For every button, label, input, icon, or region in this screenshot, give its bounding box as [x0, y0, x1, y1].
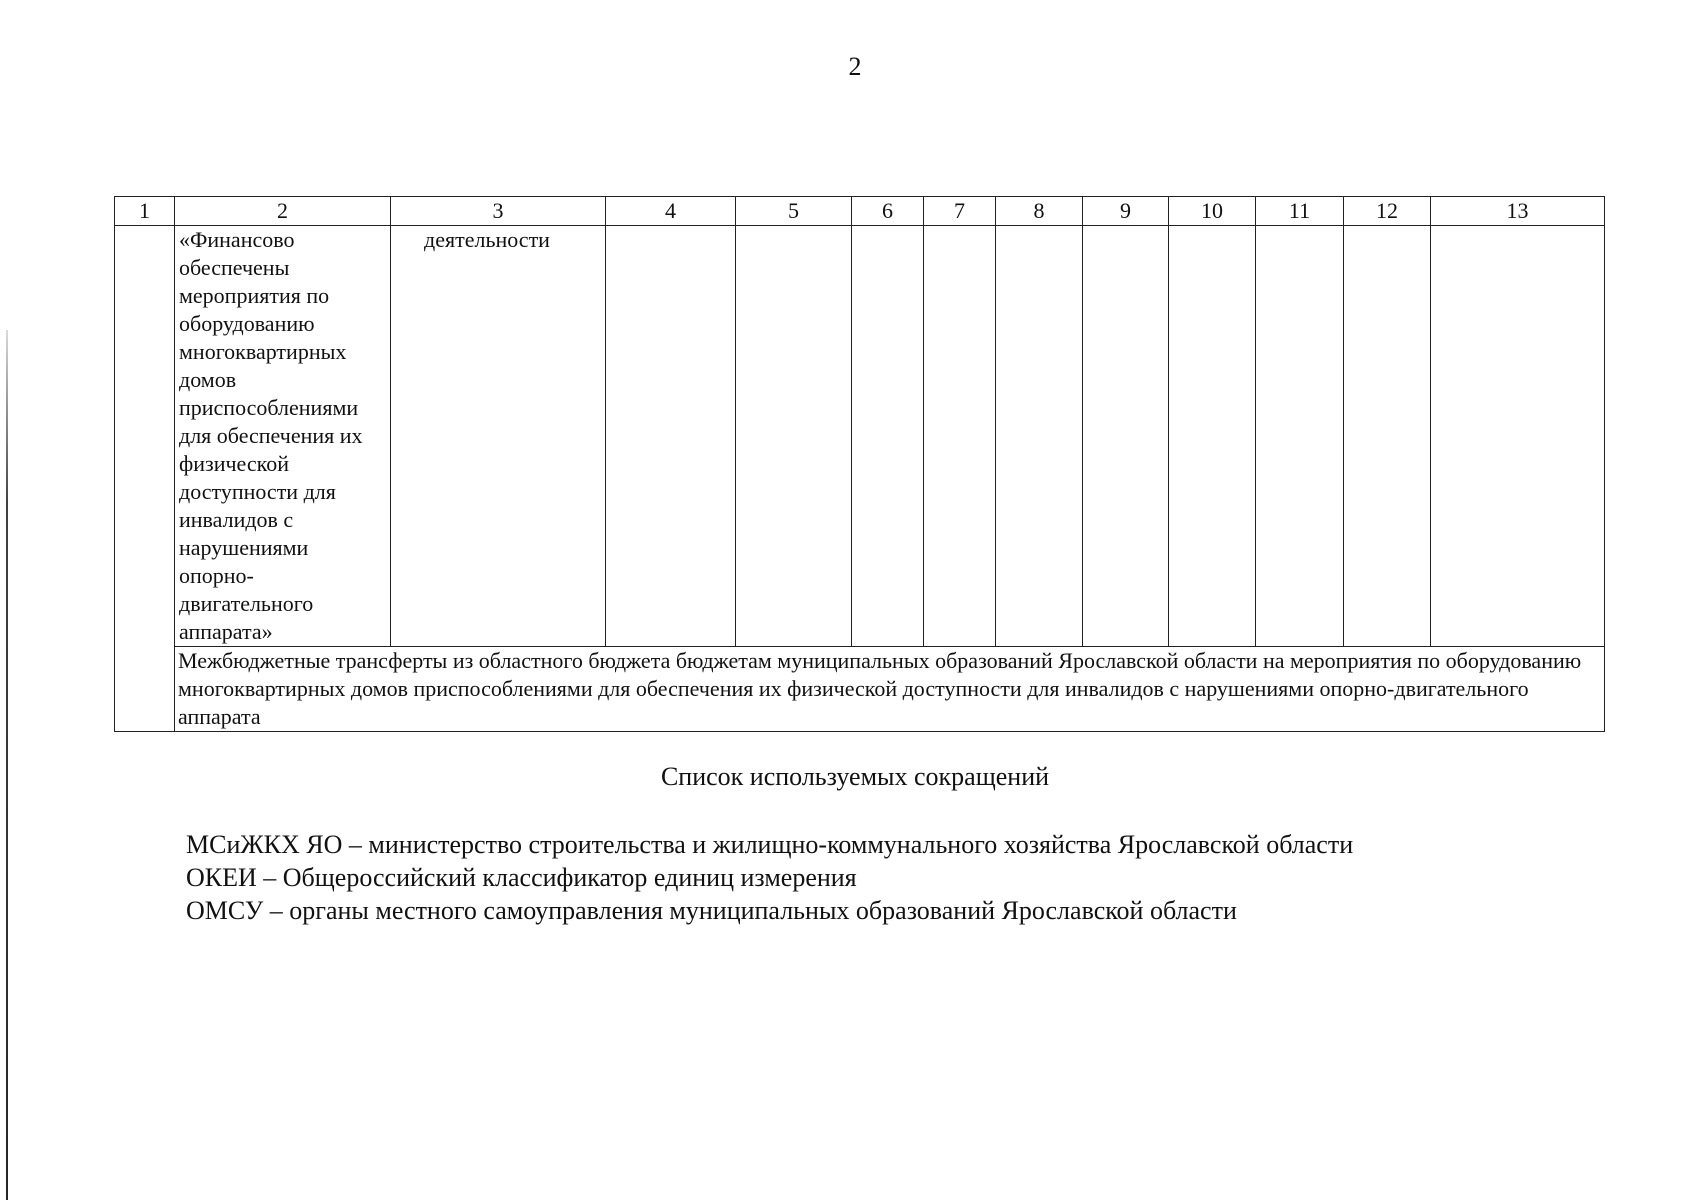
header-cell: 1 [115, 197, 175, 226]
table-row [115, 226, 1605, 647]
header-cell: 4 [606, 197, 736, 226]
table-row-merged [115, 647, 1605, 732]
empty-cell [736, 226, 852, 647]
empty-cell [924, 226, 996, 647]
header-cell: 3 [391, 197, 606, 226]
empty-cell [606, 226, 736, 647]
empty-cell [1083, 226, 1169, 647]
abbreviation-item: ОКЕИ – Общероссийский классификатор единиц измерения [186, 863, 857, 892]
header-cell: 11 [1256, 197, 1344, 226]
indicator-text: «Финансово обеспечены мероприятия по оборудованию многоквартирных домов приспособлениями для обеспечения их физической доступности для инвалидов с нарушениями опорно- двигательного аппарата» [179, 227, 363, 644]
header-cell: 13 [1431, 197, 1605, 226]
table-header-row [115, 197, 1605, 226]
indicator-cell [175, 226, 391, 647]
abbreviation-item: ОМСУ – органы местного самоуправления муниципальных образований Ярославской области [186, 896, 1237, 925]
header-cell: 2 [175, 197, 391, 226]
page-number: 2 [848, 52, 862, 81]
empty-cell [1169, 226, 1256, 647]
abbreviation-item: МСиЖКХ ЯО – министерство строительства и жилищно-коммунального хозяйства Ярославской области [186, 830, 1354, 859]
abbreviations-list [186, 828, 1353, 927]
empty-cell [1256, 226, 1344, 647]
empty-cell [852, 226, 924, 647]
header-cell: 8 [996, 197, 1083, 226]
empty-cell [1344, 226, 1431, 647]
header-cell: 12 [1344, 197, 1431, 226]
header-cell: 10 [1169, 197, 1256, 226]
unit-cell [391, 226, 606, 647]
header-cell: 9 [1083, 197, 1169, 226]
merged-description-cell: Межбюджетные трансферты из областного бюджета бюджетам муниципальных образований Ярославской области на мероприятия по оборудованию многоквартирных домов приспособлениями для обеспечения их физической доступности для инвалидов с нарушениями опорно-двигательного аппарата [175, 647, 1605, 732]
header-cell: 7 [924, 197, 996, 226]
abbreviations-title: Список используемых сокращений [660, 762, 1050, 791]
unit-text: деятельности [424, 227, 550, 252]
header-cell: 6 [852, 197, 924, 226]
empty-cell [1431, 226, 1605, 647]
row-number-cell [115, 226, 175, 732]
main-table [114, 196, 1605, 732]
empty-cell [996, 226, 1083, 647]
header-cell: 5 [736, 197, 852, 226]
